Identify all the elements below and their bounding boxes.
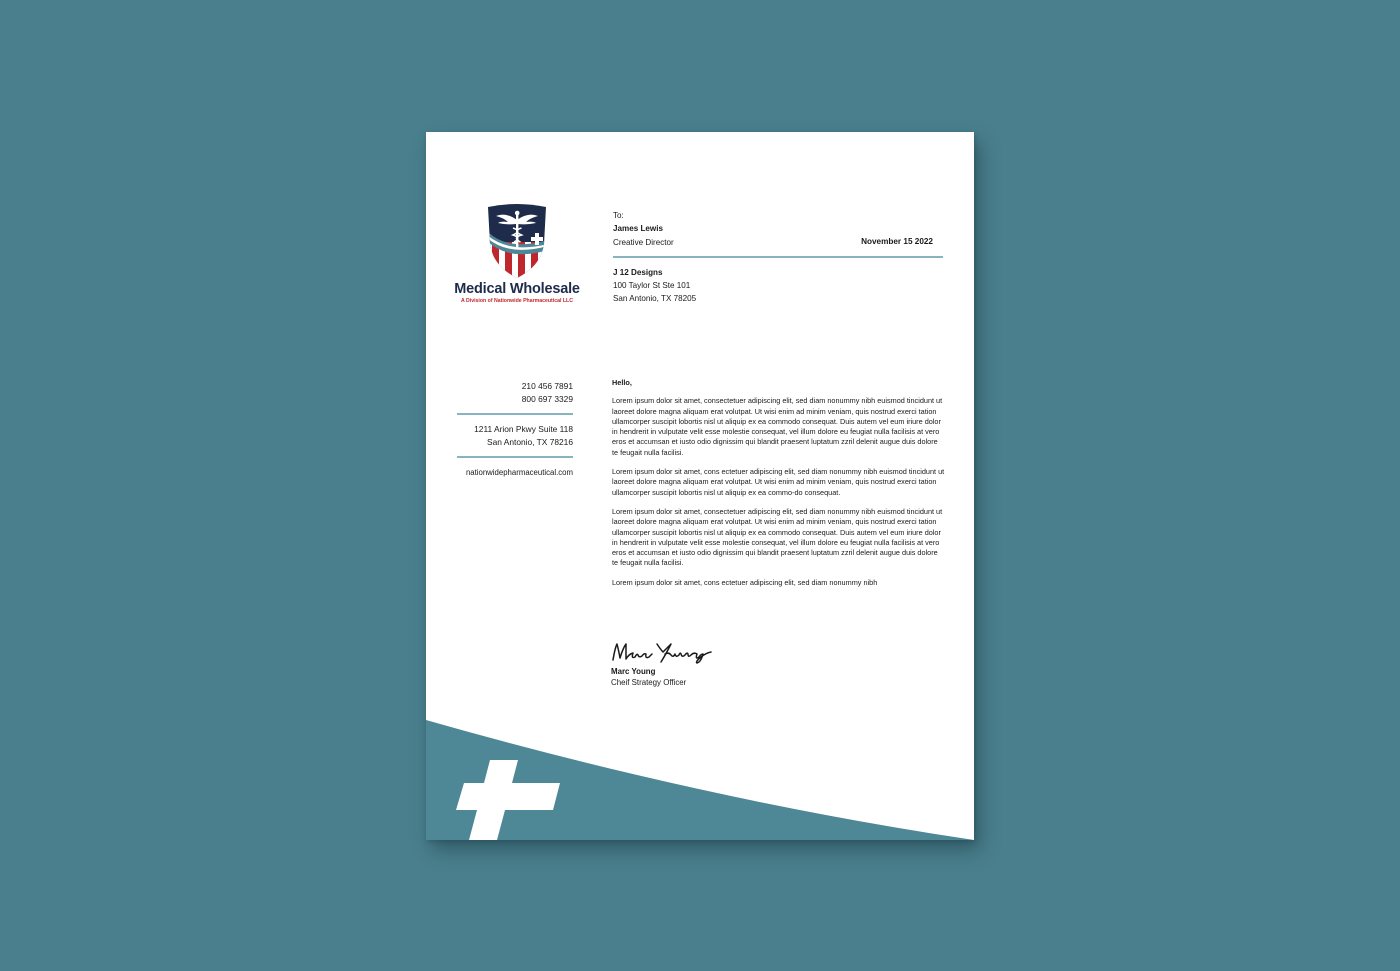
contact-divider-1 <box>457 413 573 415</box>
company-tagline: A Division of Nationwide Pharmaceutical LLC <box>461 298 573 304</box>
handwritten-signature <box>611 640 715 664</box>
signer-name: Marc Young <box>611 667 656 676</box>
caduceus-shield-icon <box>486 204 548 279</box>
letter-paragraph: Lorem ipsum dolor sit amet, cons ectetuer adipiscing elit, sed diam nonummy nibh euismod tincidunt ut laoreet dolore magna aliquam erat volutpat. Ut wisi enim ad minim veniam, quis nostrud exerci tation ullamcorper suscipit lobortis nisl ut aliquip ex ea commo-do consequat. <box>612 467 945 497</box>
sender-contact <box>457 380 573 479</box>
sender-address-line1: 1211 Arion Pkwy Suite 118 <box>474 423 573 434</box>
recipient-address-line2: San Antonio, TX 78205 <box>613 294 697 304</box>
sender-address-line2: San Antonio, TX 78216 <box>487 437 573 448</box>
signature-block <box>611 640 751 688</box>
letter-body <box>612 378 945 597</box>
recipient-title: Creative Director <box>613 237 674 247</box>
footer-wave <box>426 720 974 840</box>
signer-title: Cheif Strategy Officer <box>611 678 687 687</box>
letter-paragraph: Lorem ipsum dolor sit amet, consectetuer adipiscing elit, sed diam nonummy nibh euismod tincidunt ut laoreet dolore magna aliquam erat volutpat. Ut wisi enim ad minim veniam, quis nostrud exerci tation ullamcorper suscipit lobortis nisl ut aliquip ex ea commodo consequat. Duis autem vel eum iriure dolor in hendrerit in vulputate velit esse molestie consequat, vel illum dolore eu feugiat nulla facilisis at vero eros et accumsan et iusto odio dignissim qui blandit praesent luptatum zzril delenit augue duis dolore te feugait nulla facilisi. <box>612 506 943 568</box>
recipient-name: James Lewis <box>613 224 663 234</box>
sender-phone-2: 800 697 3329 <box>521 394 573 405</box>
letter-greeting: Hello, <box>612 378 632 387</box>
letter-paragraph: Lorem ipsum dolor sit amet, cons ectetuer adipiscing elit, sed diam nonummy nibh <box>612 577 878 587</box>
contact-divider-2 <box>457 456 573 458</box>
letter-date: November 15 2022 <box>861 237 933 246</box>
company-name: Medical Wholesale <box>454 281 580 297</box>
recipient-address-line1: 100 Taylor St Ste 101 <box>613 281 691 291</box>
company-logo <box>448 204 586 304</box>
sender-website: nationwidepharmaceutical.com <box>465 467 573 477</box>
letter-paragraph: Lorem ipsum dolor sit amet, consectetuer adipiscing elit, sed diam nonummy nibh euismod tincidunt ut laoreet dolore magna aliquam erat volutpat. Ut wisi enim ad minim veniam, quis nostrud exerci tation ullamcorper suscipit lobortis nisl ut aliquip ex ea commodo consequat. Duis autem vel eum iriure dolor in hendrerit in vulputate velit esse molestie consequat, vel illum dolore eu feugiat nulla facilisis at vero eros et accumsan et iusto odio dignissim qui blandit praesent luptatum zzril delenit augue duis dolore te feugait nulla facilisi. <box>612 396 943 457</box>
recipient-divider <box>613 256 943 258</box>
letterhead-page <box>426 132 974 840</box>
recipient-company: J 12 Designs <box>613 267 663 277</box>
to-label: To: <box>613 211 624 220</box>
sender-phone-1: 210 456 7891 <box>521 381 573 391</box>
recipient-block <box>613 209 943 306</box>
